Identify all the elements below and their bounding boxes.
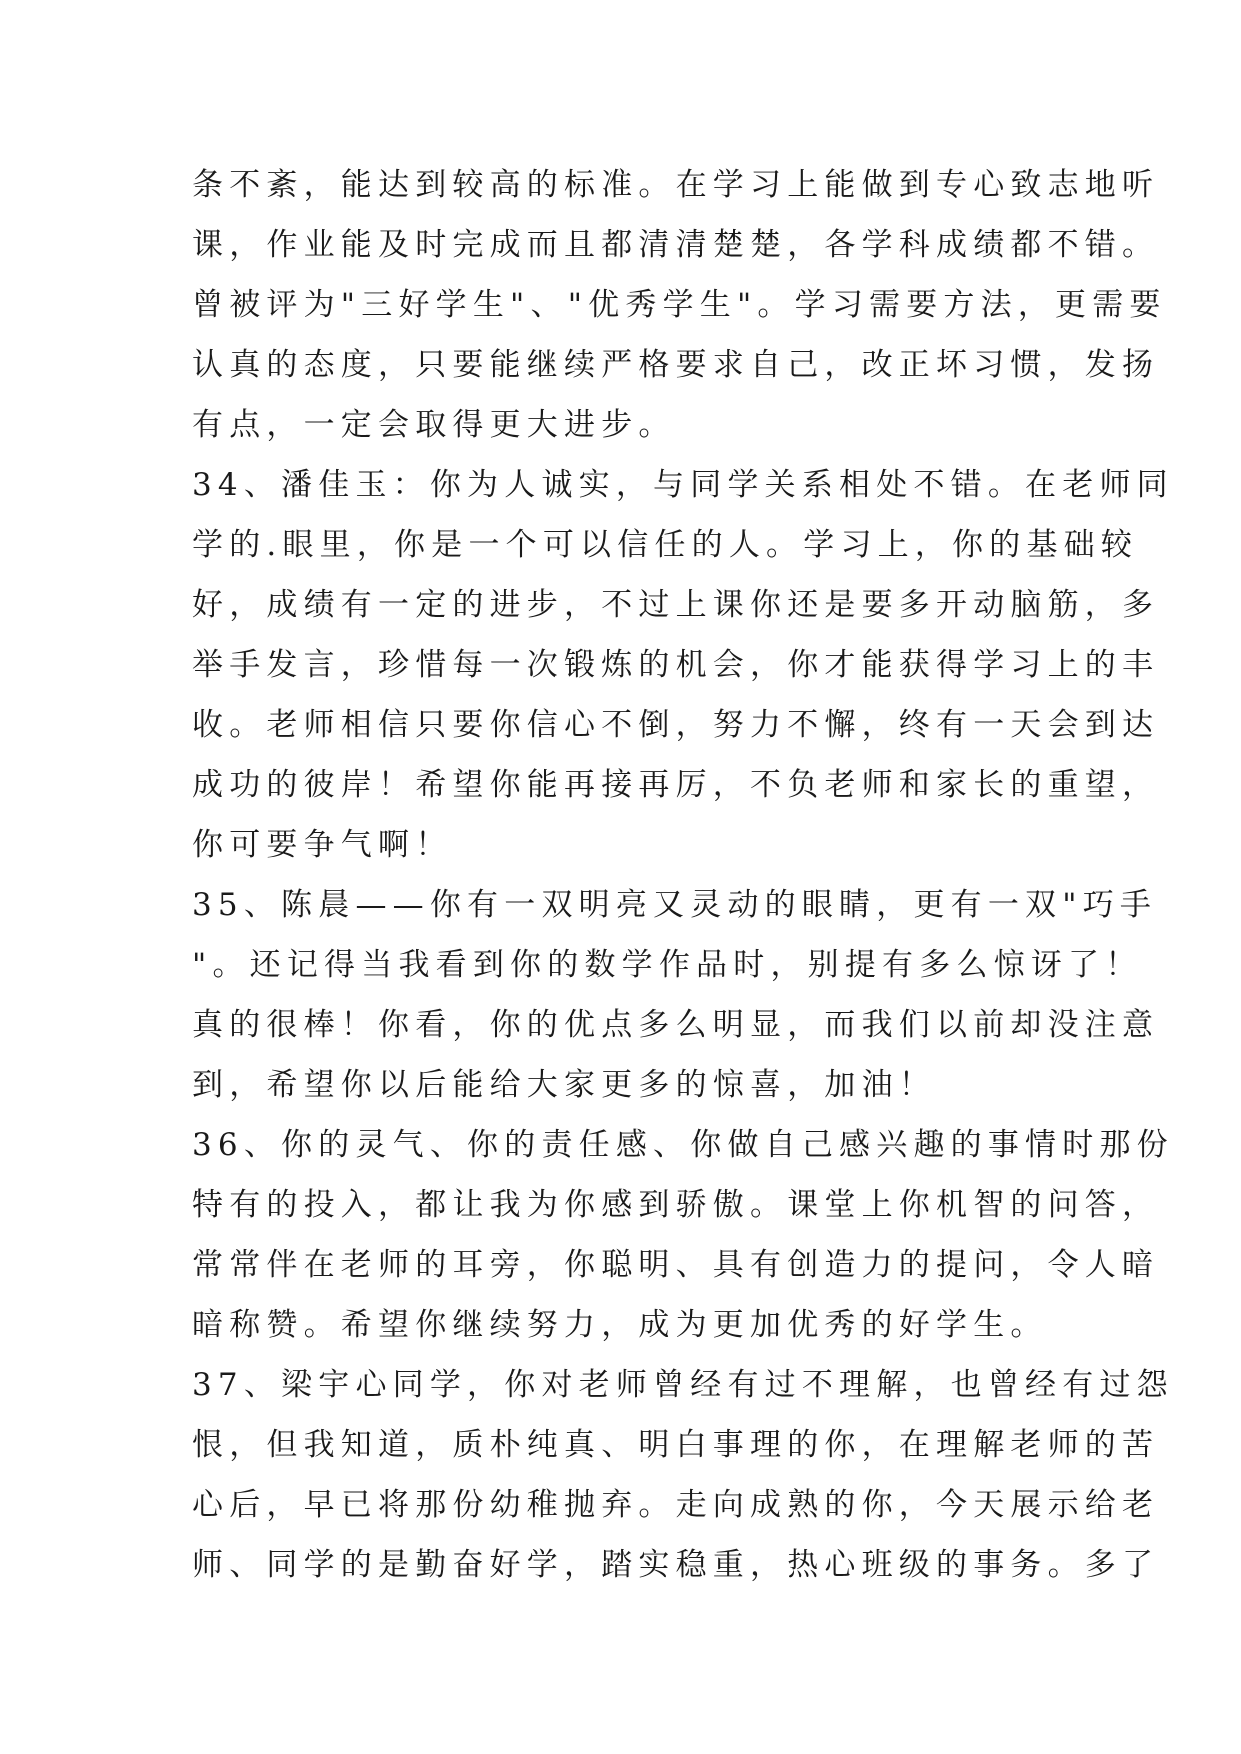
text-line: 真的很棒！你看，你的优点多么明显，而我们以前却没注意 bbox=[192, 1007, 1160, 1043]
text-line: 常常伴在老师的耳旁，你聪明、具有创造力的提问，令人暗 bbox=[192, 1247, 1160, 1283]
document-body bbox=[192, 155, 1192, 1595]
text-line: 恨，但我知道，质朴纯真、明白事理的你，在理解老师的苦 bbox=[192, 1427, 1160, 1463]
text-line: "。还记得当我看到你的数学作品时，别提有多么惊讶了！ bbox=[192, 947, 1143, 983]
text-line: 认真的态度，只要能继续严格要求自己，改正坏习惯，发扬 bbox=[192, 347, 1160, 383]
text-line: 你可要争气啊！ bbox=[192, 827, 453, 863]
text-line: 37、梁宇心同学，你对老师曾经有过不理解，也曾经有过怨 bbox=[192, 1367, 1174, 1403]
text-line: 师、同学的是勤奋好学，踏实稳重，热心班级的事务。多了 bbox=[192, 1547, 1160, 1583]
text-line: 有点，一定会取得更大进步。 bbox=[192, 407, 676, 443]
text-line: 收。老师相信只要你信心不倒，努力不懈，终有一天会到达 bbox=[192, 707, 1160, 743]
text-line: 到，希望你以后能给大家更多的惊喜，加油！ bbox=[192, 1067, 936, 1103]
text-line: 条不紊，能达到较高的标准。在学习上能做到专心致志地听 bbox=[192, 167, 1160, 203]
text-line: 心后，早已将那份幼稚抛弃。走向成熟的你，今天展示给老 bbox=[192, 1487, 1160, 1523]
text-line: 好，成绩有一定的进步，不过上课你还是要多开动脑筋，多 bbox=[192, 587, 1160, 623]
text-line: 课，作业能及时完成而且都清清楚楚，各学科成绩都不错。 bbox=[192, 227, 1160, 263]
text-line: 成功的彼岸！希望你能再接再厉，不负老师和家长的重望， bbox=[192, 767, 1160, 803]
text-line: 曾被评为"三好学生"、"优秀学生"。学习需要方法，更需要 bbox=[192, 287, 1167, 323]
text-line: 36、你的灵气、你的责任感、你做自己感兴趣的事情时那份 bbox=[192, 1127, 1174, 1163]
text-line: 34、潘佳玉：你为人诚实，与同学关系相处不错。在老师同 bbox=[192, 467, 1174, 503]
text-line: 举手发言，珍惜每一次锻炼的机会，你才能获得学习上的丰 bbox=[192, 647, 1160, 683]
text-line: 特有的投入，都让我为你感到骄傲。课堂上你机智的问答， bbox=[192, 1187, 1160, 1223]
text-line: 35、陈晨——你有一双明亮又灵动的眼睛，更有一双"巧手 bbox=[192, 887, 1158, 923]
text-line: 暗称赞。希望你继续努力，成为更加优秀的好学生。 bbox=[192, 1307, 1048, 1343]
text-line: 学的.眼里，你是一个可以信任的人。学习上，你的基础较 bbox=[192, 527, 1139, 563]
